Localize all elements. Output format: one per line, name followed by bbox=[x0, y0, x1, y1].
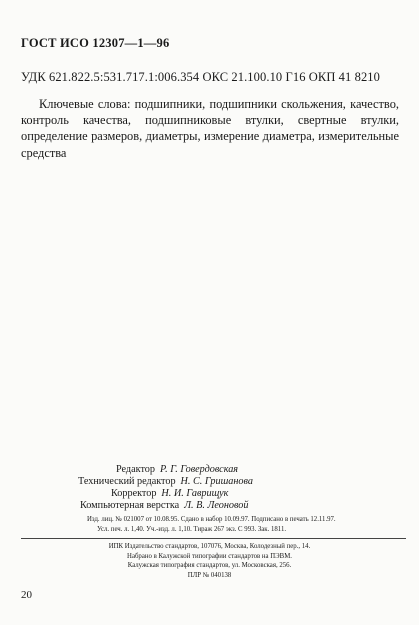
classification-codes: УДК 621.822.5:531.717.1:006.354 ОКС 21.100.10 Г16 ОКП 41 8210 bbox=[21, 70, 381, 84]
publisher-block bbox=[0, 542, 419, 580]
publisher-line: Калужская типография стандартов, ул. Московская, 256. bbox=[127, 562, 292, 570]
credit-person: Н. С. Гришанова bbox=[180, 476, 253, 487]
credit-role: Технический редактор bbox=[78, 476, 176, 487]
credit-person: Н. И. Гаврищук bbox=[161, 488, 229, 499]
publisher-line: ПЛР № 040138 bbox=[187, 571, 232, 579]
credit-layout bbox=[80, 499, 248, 512]
divider-line bbox=[21, 538, 406, 539]
credit-role: Редактор bbox=[116, 464, 155, 475]
credit-person: Р. Г. Говердовская bbox=[159, 464, 239, 475]
credit-person: Л. В. Леоновой bbox=[184, 500, 249, 511]
keywords-paragraph bbox=[21, 96, 399, 161]
standard-header: ГОСТ ИСО 12307—1—96 bbox=[21, 36, 170, 50]
credit-role: Корректор bbox=[111, 488, 157, 499]
publisher-line: Набрано в Калужской типографии стандартов на ПЭВМ. bbox=[127, 552, 292, 560]
imprint-block bbox=[87, 515, 336, 534]
keywords-text: Ключевые слова: подшипники, подшипники скольжения, качество, контроль качества, подшипниковые втулки, свертные втулки, определение размеров, диаметры, измерение диаметра, измерительные средства bbox=[21, 97, 399, 160]
credit-role: Компьютерная верстка bbox=[80, 500, 180, 511]
page-number: 20 bbox=[21, 589, 32, 601]
imprint-line: Усл. печ. л. 1,40. Уч.-изд. л. 1,10. Тираж 267 экз. С 993. Зак. 1811. bbox=[97, 525, 287, 533]
imprint-line: Изд. лиц. № 021007 от 10.08.95. Сдано в набор 10.09.97. Подписано в печать 12.11.97. bbox=[87, 516, 336, 523]
publisher-line: ИПК Издательство стандартов, 107076, Москва, Колодезный пер., 14. bbox=[108, 543, 311, 550]
